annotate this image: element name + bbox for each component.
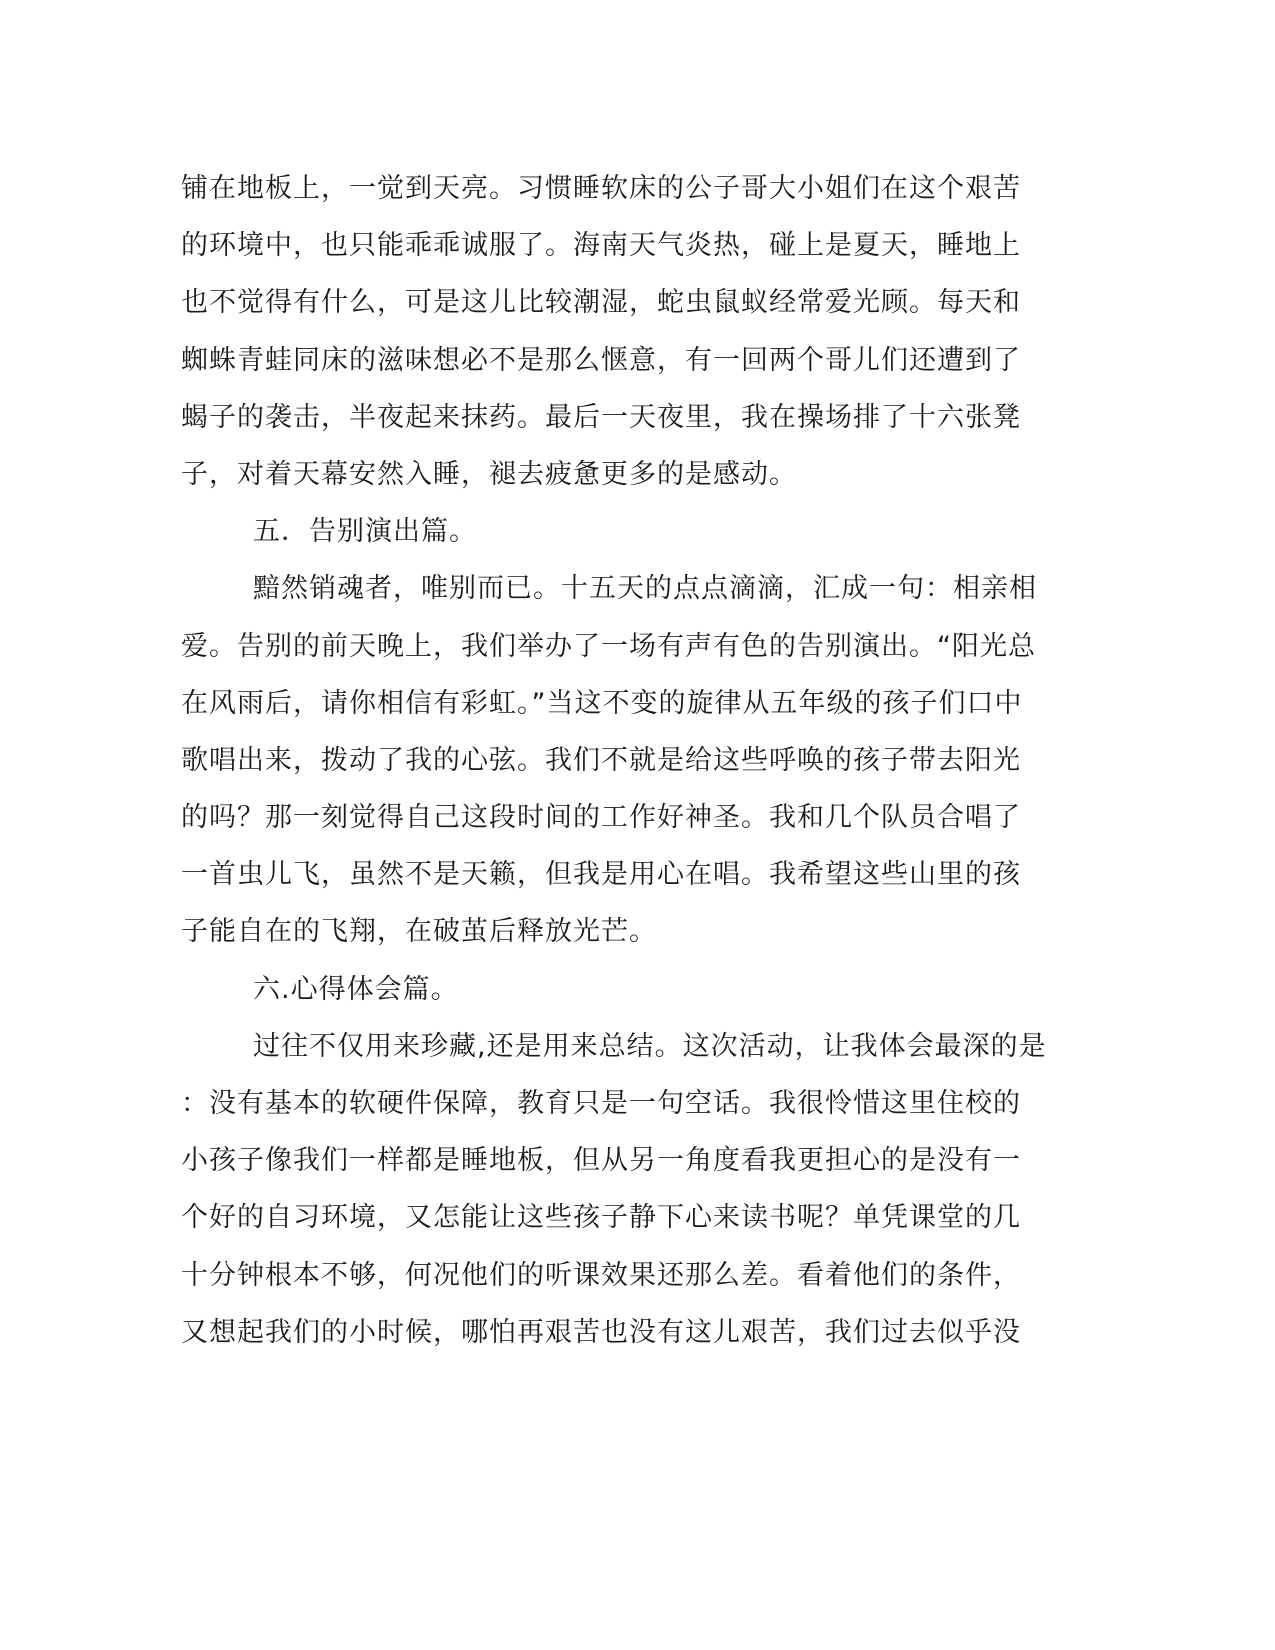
text-line: 个好的自习环境，又怎能让这些孩子静下心来读书呢？单凭课堂的几	[181, 1202, 1021, 1234]
text-line: 歌唱出来，拨动了我的心弦。我们不就是给这些呼唤的孩子带去阳光	[181, 744, 1021, 776]
text-line: 的吗？那一刻觉得自己这段时间的工作好神圣。我和几个队员合唱了	[181, 802, 1021, 834]
text-line: 也不觉得有什么，可是这儿比较潮湿，蛇虫鼠蚁经常爱光顾。每天和	[181, 287, 1021, 319]
text-line: ：没有基本的软硬件保障，教育只是一句空话。我很怜惜这里住校的	[181, 1088, 1021, 1119]
body-text	[181, 160, 1081, 1361]
section-heading: 六.心得体会篇。	[253, 973, 459, 1005]
text-line: 在风雨后，请你相信有彩虹。”当这不变的旋律从五年级的孩子们口中	[181, 687, 1023, 719]
text-line: 过往不仅用来珍藏,还是用来总结。这次活动，让我体会最深的是	[253, 1030, 1047, 1062]
text-line: 小孩子像我们一样都是睡地板，但从另一角度看我更担心的是没有一	[181, 1145, 1021, 1177]
text-line: 子，对着天幕安然入睡，褪去疲惫更多的是感动。	[181, 458, 797, 490]
text-line: 蝎子的袭击，半夜起来抹药。最后一天夜里，我在操场排了十六张凳	[181, 401, 1021, 433]
text-line: 蜘蛛青蛙同床的滋味想必不是那么惬意，有一回两个哥儿们还遭到了	[181, 344, 1021, 376]
text-line: 十分钟根本不够，何况他们的听课效果还那么差。看着他们的条件，	[181, 1259, 1021, 1291]
text-line: 子能自在的飞翔，在破茧后释放光芒。	[181, 916, 657, 948]
text-line: 黯然销魂者，唯别而已。十五天的点点滴滴，汇成一句：相亲相	[253, 573, 1037, 605]
text-line: 一首虫儿飞，虽然不是天籁，但我是用心在唱。我希望这些山里的孩	[181, 859, 1021, 891]
section-heading: 五．告别演出篇。	[253, 516, 477, 548]
text-line: 爱。告别的前天晚上，我们举办了一场有声有色的告别演出。“阳光总	[181, 630, 1036, 662]
text-line: 又想起我们的小时候，哪怕再艰苦也没有这儿艰苦，我们过去似乎没	[181, 1316, 1021, 1348]
text-line: 铺在地板上，一觉到天亮。习惯睡软床的公子哥大小姐们在这个艰苦	[181, 173, 1021, 204]
text-line: 的环境中，也只能乖乖诚服了。海南天气炎热，碰上是夏天，睡地上	[181, 230, 1021, 262]
